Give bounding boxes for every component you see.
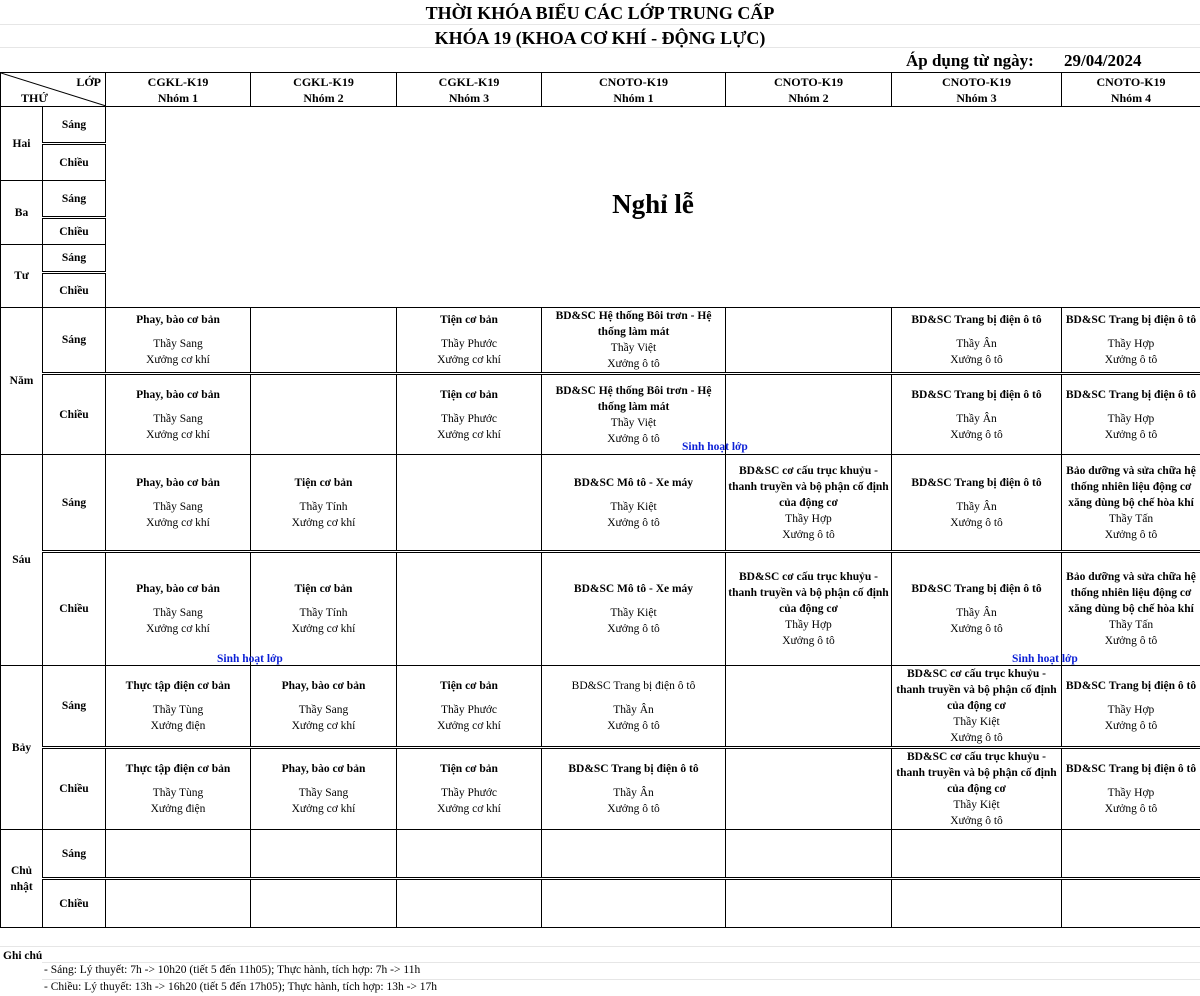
schedule-cell xyxy=(397,552,542,666)
teacher: Thầy Kiệt xyxy=(953,799,1000,811)
day-header-label: THỨ xyxy=(21,91,48,105)
teacher: Thầy Sang xyxy=(153,607,203,619)
schedule-cell xyxy=(892,830,1062,879)
day-wed: Tư xyxy=(1,245,43,308)
subject: BD&SC Trang bị điện ô tô xyxy=(911,388,1042,401)
subject: BD&SC Trang bị điện ô tô xyxy=(911,476,1042,489)
room: Xưởng ô tô xyxy=(782,528,835,541)
group-name: Nhóm 4 xyxy=(1110,90,1152,105)
teacher: Thầy Tính xyxy=(299,607,348,619)
room: Xưởng ô tô xyxy=(1104,720,1158,732)
schedule-cell xyxy=(726,374,892,455)
room: Xưởng ô tô xyxy=(607,358,660,370)
schedule-cell xyxy=(251,666,397,748)
subject: BD&SC Hệ thống Bôi trơn - Hệ thống làm mát xyxy=(555,310,712,338)
title-line-1: THỜI KHÓA BIỂU CÁC LỚP TRUNG CẤP xyxy=(425,3,775,23)
schedule-cell xyxy=(106,879,251,928)
subject: Phay, bào cơ bản xyxy=(136,476,220,489)
subject: Phay, bào cơ bản xyxy=(136,388,220,401)
group-name: Nhóm 1 xyxy=(157,90,199,105)
room: Xưởng ô tô xyxy=(607,432,660,445)
class-activity-label: Sinh hoạt lớp xyxy=(1012,653,1078,665)
schedule-cell xyxy=(1062,830,1200,879)
subject: Phay, bào cơ bản xyxy=(136,314,220,326)
class-code: CGKL-K19 xyxy=(438,74,500,89)
schedule-cell xyxy=(1062,666,1200,748)
schedule-cell xyxy=(106,308,251,374)
schedule-cell xyxy=(1062,748,1200,830)
subject: BD&SC Mô tô - Xe máy xyxy=(573,476,694,489)
room: Xưởng ô tô xyxy=(1104,635,1158,647)
room: Xưởng ô tô xyxy=(950,428,1003,441)
subject: Tiện cơ bản xyxy=(294,476,353,489)
session-morning: Sáng xyxy=(43,245,106,273)
day-thu: Năm xyxy=(1,308,43,455)
room: Xưởng cơ khí xyxy=(437,354,501,366)
room: Xưởng cơ khí xyxy=(291,720,356,732)
day-sat: Bảy xyxy=(1,666,43,830)
class-activity-label: Sinh hoạt lớp xyxy=(682,441,748,453)
subject: BD&SC Trang bị điện ô tô xyxy=(1065,680,1197,692)
subject: Phay, bào cơ bản xyxy=(136,583,220,595)
teacher: Thầy Sang xyxy=(153,338,203,350)
room: Xưởng ô tô xyxy=(1104,428,1158,441)
schedule-cell xyxy=(542,666,726,748)
class-code: CNOTO-K19 xyxy=(941,74,1012,89)
schedule-cell xyxy=(106,374,251,455)
schedule-cell xyxy=(251,455,397,552)
day-fri: Sáu xyxy=(1,455,43,666)
note-morning: - Sáng: Lý thuyết: 7h -> 10h20 (tiết 5 đến 11h05); Thực hành, tích hợp: 7h -> 11h xyxy=(44,964,421,976)
schedule-cell xyxy=(726,830,892,879)
room: Xưởng cơ khí xyxy=(146,428,210,441)
group-name: Nhóm 2 xyxy=(303,90,344,105)
room: Xưởng ô tô xyxy=(1104,354,1158,366)
subject: BD&SC Hệ thống Bôi trơn - Hệ thống làm mát xyxy=(555,384,712,413)
teacher: Thầy Sang xyxy=(298,704,349,716)
teacher: Thầy Sang xyxy=(298,787,349,799)
schedule-cell xyxy=(542,830,726,879)
teacher: Thầy Tấn xyxy=(1108,619,1154,631)
session-afternoon: Chiều xyxy=(43,144,106,181)
subject: Bảo dưỡng và sửa chữa hệ thống nhiên liệu động cơ xăng dùng bộ chế hòa khí xyxy=(1066,464,1196,509)
room: Xưởng ô tô xyxy=(1104,803,1158,815)
subject: BD&SC Trang bị điện ô tô xyxy=(1065,763,1197,775)
subject: Thực tập điện cơ bản xyxy=(125,680,231,692)
schedule-cell xyxy=(726,308,892,374)
subject: Bảo dưỡng và sửa chữa hệ thống nhiên liệu động cơ xăng dùng bộ chế hòa khí xyxy=(1066,571,1196,615)
schedule-cell xyxy=(397,374,542,455)
session-morning: Sáng xyxy=(43,666,106,748)
session-morning: Sáng xyxy=(43,308,106,374)
teacher: Thầy Hợp xyxy=(1107,338,1155,350)
schedule-cell xyxy=(1062,455,1200,552)
schedule-cell xyxy=(397,748,542,830)
subject: BD&SC Trang bị điện ô tô xyxy=(571,680,696,692)
room: Xưởng cơ khí xyxy=(437,803,501,815)
subject: Tiện cơ bản xyxy=(440,763,498,775)
session-afternoon: Chiều xyxy=(43,374,106,455)
subject: BD&SC Trang bị điện ô tô xyxy=(1065,314,1197,326)
subject: BD&SC Mô tô - Xe máy xyxy=(573,583,694,595)
teacher: Thầy Ân xyxy=(956,500,997,513)
session-morning: Sáng xyxy=(43,455,106,552)
teacher: Thầy Tùng xyxy=(152,704,204,716)
group-name: Nhóm 2 xyxy=(788,90,829,105)
room: Xưởng cơ khí xyxy=(146,623,210,635)
day-sun: Chủ nhật xyxy=(1,830,43,928)
room: Xưởng ô tô xyxy=(782,635,835,647)
teacher: Thầy Ân xyxy=(613,704,654,716)
schedule-cell xyxy=(251,552,397,666)
subject: Tiện cơ bản xyxy=(440,680,498,692)
schedule-cell xyxy=(251,308,397,374)
room: Xưởng ô tô xyxy=(950,815,1003,827)
schedule-cell xyxy=(726,666,892,748)
room: Xưởng điện xyxy=(150,720,206,732)
schedule-cell xyxy=(397,830,542,879)
teacher: Thầy Phước xyxy=(440,338,498,350)
schedule-cell xyxy=(106,666,251,748)
session-morning: Sáng xyxy=(43,181,106,218)
day-mon: Hai xyxy=(1,107,43,181)
schedule-cell xyxy=(892,308,1062,374)
schedule-cell xyxy=(892,455,1062,552)
teacher: Thầy Ân xyxy=(956,607,997,619)
teacher: Thầy Sang xyxy=(153,412,203,425)
schedule-cell xyxy=(892,374,1062,455)
teacher: Thầy Phước xyxy=(440,704,498,716)
teacher: Thầy Tấn xyxy=(1108,512,1154,525)
schedule-cell xyxy=(892,748,1062,830)
group-name: Nhóm 3 xyxy=(956,90,997,105)
room: Xưởng ô tô xyxy=(607,720,660,732)
title-line-2: KHÓA 19 (KHOA CƠ KHÍ - ĐỘNG LỰC) xyxy=(434,28,766,48)
room: Xưởng điện xyxy=(150,803,206,815)
schedule-cell xyxy=(726,748,892,830)
schedule-cell xyxy=(106,830,251,879)
room: Xưởng ô tô xyxy=(950,516,1003,529)
room: Xưởng ô tô xyxy=(950,732,1003,744)
teacher: Thầy Kiệt xyxy=(610,500,657,513)
schedule-cell xyxy=(542,748,726,830)
schedule-cell xyxy=(1062,374,1200,455)
column-header xyxy=(726,73,892,107)
session-afternoon: Chiều xyxy=(43,748,106,830)
teacher: Thầy Việt xyxy=(610,416,657,429)
subject: Phay, bào cơ bản xyxy=(281,763,366,775)
holiday-text: Nghỉ lễ xyxy=(612,189,694,219)
class-code: CGKL-K19 xyxy=(293,74,354,89)
room: Xưởng ô tô xyxy=(950,354,1003,366)
schedule-cell xyxy=(726,879,892,928)
schedule-cell xyxy=(397,666,542,748)
schedule-cell xyxy=(106,748,251,830)
schedule-cell xyxy=(251,830,397,879)
subject: Phay, bào cơ bản xyxy=(281,680,366,692)
schedule-cell xyxy=(726,455,892,552)
session-afternoon: Chiều xyxy=(43,552,106,666)
holiday-cell xyxy=(106,107,1200,308)
note-afternoon: - Chiều: Lý thuyết: 13h -> 16h20 (tiết 5 đến 17h05); Thực hành, tích hợp: 13h -> 17h xyxy=(44,981,438,993)
teacher: Thầy Hợp xyxy=(1107,412,1155,425)
room: Xưởng ô tô xyxy=(607,803,660,815)
room: Xưởng ô tô xyxy=(950,623,1003,635)
session-morning: Sáng xyxy=(43,830,106,879)
schedule-cell xyxy=(397,879,542,928)
teacher: Thầy Ân xyxy=(956,412,997,425)
room: Xưởng cơ khí xyxy=(291,623,356,635)
room: Xưởng cơ khí xyxy=(291,516,356,529)
notes-label: Ghi chú xyxy=(3,950,43,962)
column-header xyxy=(542,73,726,107)
schedule-cell xyxy=(542,455,726,552)
schedule-cell xyxy=(542,552,726,666)
schedule-cell xyxy=(1062,552,1200,666)
schedule-cell xyxy=(106,455,251,552)
room: Xưởng ô tô xyxy=(1104,528,1158,541)
teacher: Thầy Phước xyxy=(440,787,498,799)
column-header xyxy=(892,73,1062,107)
schedule-cell xyxy=(397,455,542,552)
subject: Thực tập điện cơ bản xyxy=(125,763,231,775)
subject: Tiện cơ bản xyxy=(440,388,498,401)
schedule-cell xyxy=(251,748,397,830)
session-afternoon: Chiều xyxy=(43,273,106,308)
class-code: CNOTO-K19 xyxy=(598,74,669,89)
apply-date-value: 29/04/2024 xyxy=(1064,51,1142,70)
session-afternoon: Chiều xyxy=(43,218,106,245)
subject: BD&SC Trang bị điện ô tô xyxy=(911,314,1042,326)
subject: BD&SC Trang bị điện ô tô xyxy=(1065,388,1197,401)
timetable xyxy=(0,72,1200,928)
teacher: Thầy Hợp xyxy=(1107,787,1155,799)
class-code: CNOTO-K19 xyxy=(1096,74,1166,89)
room: Xưởng cơ khí xyxy=(146,354,210,366)
schedule-cell xyxy=(106,552,251,666)
session-morning: Sáng xyxy=(43,107,106,144)
teacher: Thầy Hợp xyxy=(785,512,832,525)
column-header xyxy=(397,73,542,107)
subject: BD&SC cơ cấu trục khuỷu - thanh truyền và bộ phận cố định của động cơ xyxy=(728,571,889,615)
room: Xưởng ô tô xyxy=(607,516,660,529)
room: Xưởng cơ khí xyxy=(437,428,501,441)
column-header xyxy=(106,73,251,107)
subject: Tiện cơ bản xyxy=(294,583,353,595)
column-header xyxy=(1062,73,1200,107)
teacher: Thầy Tùng xyxy=(152,787,204,799)
schedule-cell xyxy=(251,879,397,928)
teacher: Thầy Sang xyxy=(153,500,203,513)
room: Xưởng cơ khí xyxy=(291,803,356,815)
room: Xưởng cơ khí xyxy=(146,516,210,529)
schedule-cell xyxy=(542,879,726,928)
teacher: Thầy Kiệt xyxy=(610,607,657,619)
schedule-cell xyxy=(542,308,726,374)
teacher: Thầy Hợp xyxy=(1107,704,1155,716)
session-afternoon: Chiều xyxy=(43,879,106,928)
apply-date-label: Áp dụng từ ngày: xyxy=(906,51,1034,70)
subject: BD&SC cơ cấu trục khuỷu - thanh truyền và bộ phận cố định của động cơ xyxy=(896,751,1057,795)
subject: BD&SC cơ cấu trục khuỷu - thanh truyền và bộ phận cố định của động cơ xyxy=(728,464,889,509)
teacher: Thầy Tính xyxy=(299,500,348,513)
teacher: Thầy Hợp xyxy=(785,619,832,631)
group-name: Nhóm 3 xyxy=(448,90,490,105)
room: Xưởng cơ khí xyxy=(437,720,501,732)
subject: BD&SC Trang bị điện ô tô xyxy=(911,583,1042,595)
teacher: Thầy Phước xyxy=(440,412,498,425)
corner-cell xyxy=(1,73,106,107)
schedule-cell xyxy=(251,374,397,455)
schedule-cell xyxy=(892,879,1062,928)
column-header xyxy=(251,73,397,107)
teacher: Thầy Việt xyxy=(610,342,657,354)
teacher: Thầy Kiệt xyxy=(953,716,1000,728)
class-header-label: LỚP xyxy=(76,75,101,89)
class-code: CNOTO-K19 xyxy=(773,74,844,89)
schedule-cell xyxy=(397,308,542,374)
class-code: CGKL-K19 xyxy=(147,74,209,89)
room: Xưởng ô tô xyxy=(607,623,660,635)
subject: BD&SC cơ cấu trục khuỷu - thanh truyền và bộ phận cố định của động cơ xyxy=(896,668,1057,712)
day-tue: Ba xyxy=(1,181,43,245)
teacher: Thầy Ân xyxy=(956,338,997,350)
schedule-cell xyxy=(726,552,892,666)
subject: Tiện cơ bản xyxy=(440,314,498,326)
schedule-cell xyxy=(892,552,1062,666)
schedule-cell xyxy=(1062,308,1200,374)
teacher: Thầy Ân xyxy=(613,787,654,799)
schedule-cell xyxy=(1062,879,1200,928)
subject: BD&SC Trang bị điện ô tô xyxy=(568,763,699,775)
group-name: Nhóm 1 xyxy=(613,90,654,105)
schedule-cell xyxy=(892,666,1062,748)
class-activity-label: Sinh hoạt lớp xyxy=(217,653,283,665)
